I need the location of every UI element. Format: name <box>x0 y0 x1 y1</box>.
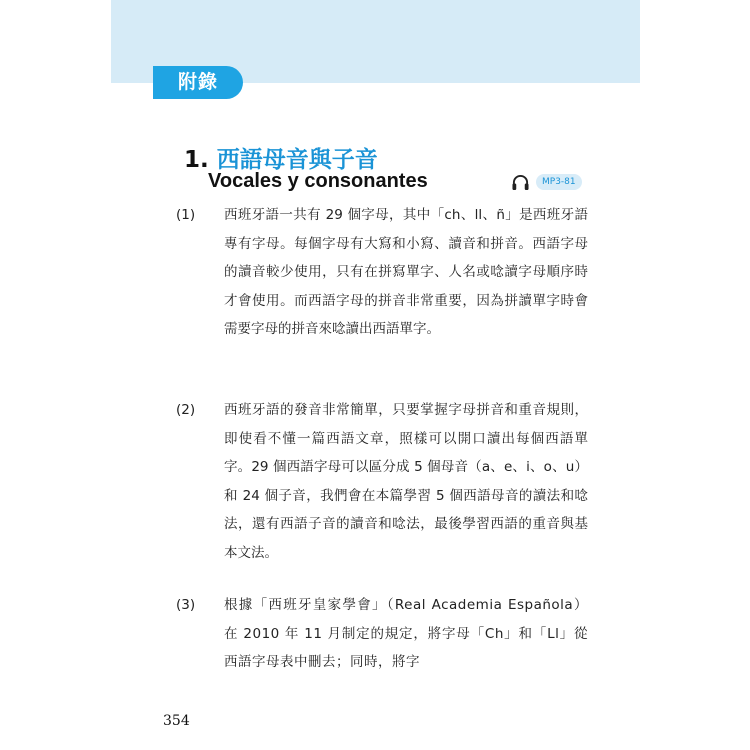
paragraph-number: (1) <box>176 207 196 223</box>
paragraph-text: 根據「西班牙皇家學會」（Real Academia Española）在 2010 年 11 月制定的規定，將字母「Ch」和「Ll」從西語字母表中刪去；同時，將字 <box>224 597 588 670</box>
section-title-chinese: 西語母音與子音 <box>216 147 378 173</box>
paragraph-text: 西班牙語一共有 29 個字母，其中「ch、ll、ñ」是西班牙語專有字母。每個字母有大寫和小寫、讀音和拼音。西語字母的讀音較少使用，只有在拼寫單字、人名或唸讀字母順序時才會使用。而西語字母的拼音非常重要，因為拼讀單字時會需要字母的拼音來唸讀出西語單字。 <box>224 207 588 337</box>
headphone-icon <box>511 174 530 191</box>
paragraph-2 <box>176 396 588 567</box>
paragraph-number: (2) <box>176 402 196 418</box>
book-page <box>111 0 640 750</box>
appendix-tab: 附錄 <box>153 66 243 99</box>
audio-track-marker <box>511 173 582 191</box>
page-number: 354 <box>163 713 190 729</box>
paragraph-text: 西班牙語的發音非常簡單，只要掌握字母拼音和重音規則，即使看不懂一篇西語文章，照樣可以開口讀出每個西語單字。29 個西語字母可以區分成 5 個母音（a、e、i、o、u）和 24 個子音，我們會在本篇學習 5 個西語母音的讀法和唸法，還有西語子音的讀音和唸法，最後學習西語的重音與基本文法。 <box>224 402 588 561</box>
paragraph-3 <box>176 591 588 677</box>
section-title-spanish: Vocales y consonantes <box>208 170 428 192</box>
paragraph-number: (3) <box>176 597 196 613</box>
paragraph-1 <box>176 201 588 344</box>
mp3-track-badge: MP3-81 <box>536 174 582 190</box>
section-number: 1. <box>184 147 209 173</box>
